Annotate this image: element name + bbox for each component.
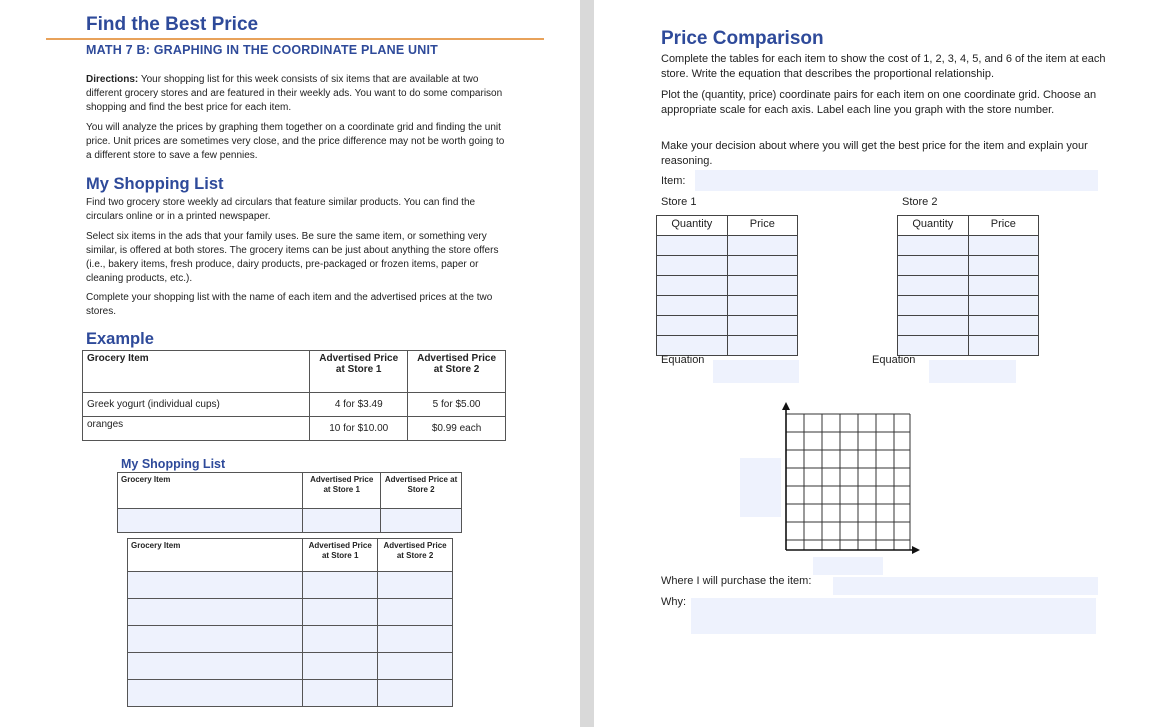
example-header-store1: Advertised Price at Store 1 [310,351,408,393]
list-header-store2: Advertised Price at Store 2 [378,539,453,572]
example-header-store2: Advertised Price at Store 2 [408,351,506,393]
quantity-header: Quantity [657,216,728,236]
price-header: Price [727,216,797,236]
price-input[interactable] [727,236,797,256]
table-row [657,296,798,316]
example-cell: 4 for $3.49 [310,393,408,417]
title-rule [46,38,544,40]
item-input[interactable] [128,599,303,626]
quantity-input[interactable] [657,296,728,316]
table-row [83,393,506,417]
store2-price-table [897,215,1039,356]
directions-paragraph [86,73,511,115]
price-input[interactable] [727,276,797,296]
store1-equation-label: Equation [661,354,705,366]
quantity-input[interactable] [898,256,969,276]
example-cell: oranges [83,417,310,441]
example-heading: Example [86,330,154,348]
store2-price-input[interactable] [378,680,453,707]
price-input[interactable] [968,336,1038,356]
my-shopping-list-heading: My Shopping List [121,457,226,471]
my-shopping-list-table [127,538,453,707]
table-row [128,680,453,707]
shopping-paragraph-3: Complete your shopping list with the name of each item and the advertised prices at the two stores. [86,292,493,317]
item-name-input[interactable] [695,170,1098,191]
store2-price-input[interactable] [378,599,453,626]
quantity-input[interactable] [657,256,728,276]
quantity-input[interactable] [898,296,969,316]
list-header-item: Grocery Item [128,539,303,572]
quantity-header: Quantity [898,216,969,236]
store2-price-input[interactable] [378,572,453,599]
table-row [657,256,798,276]
store1-price-table [656,215,798,356]
item-label: Item: [661,175,686,187]
example-cell: Greek yogurt (individual cups) [83,393,310,417]
directions-label: Directions: [86,74,139,85]
shopping-list-heading: My Shopping List [86,175,224,193]
price-input[interactable] [727,296,797,316]
shopping-paragraph-1: Find two grocery store weekly ad circulars that feature similar products. You can find the circulars online or in a printed newspaper. [86,197,476,222]
table-row [898,316,1039,336]
example-table [82,350,506,441]
price-comparison-title: Price Comparison [661,28,824,49]
price-input[interactable] [968,316,1038,336]
store1-price-input[interactable] [303,599,378,626]
table-row [118,509,462,533]
quantity-input[interactable] [657,236,728,256]
price-header: Price [968,216,1038,236]
table-row [128,626,453,653]
store2-price-input[interactable] [378,653,453,680]
table-row [657,316,798,336]
worksheet-page-right [594,0,1176,727]
example-cell: 5 for $5.00 [408,393,506,417]
price-input[interactable] [968,296,1038,316]
store2-price-input[interactable] [381,509,462,533]
item-input[interactable] [118,509,303,533]
example-header-item: Grocery Item [83,351,310,393]
unit-subtitle: MATH 7 B: GRAPHING IN THE COORDINATE PLANE UNIT [86,43,438,57]
list-header-item: Grocery Item [118,473,303,509]
store1-price-input[interactable] [303,653,378,680]
table-row [898,336,1039,356]
list-header-store1: Advertised Price at Store 1 [303,539,378,572]
x-axis-arrow-icon [912,546,920,554]
price-input[interactable] [727,256,797,276]
table-row [128,599,453,626]
store2-price-input[interactable] [378,626,453,653]
price-input[interactable] [968,276,1038,296]
price-input[interactable] [727,336,797,356]
table-row [898,296,1039,316]
price-input[interactable] [968,256,1038,276]
shopping-paragraph-2: Select six items in the ads that your family uses. Be sure the same item, or something very similar, is offered at both stores. The grocery items can be just about anything the store offers (i.e., bakery items, fresh produce, dairy products, pre-packaged or frozen items, paper or cleaning products, etc.). [86,231,499,284]
quantity-input[interactable] [657,276,728,296]
purchase-location-input[interactable] [833,577,1098,595]
coordinate-grid[interactable] [774,400,924,560]
instructions-paragraph-2: Plot the (quantity, price) coordinate pairs for each item on one coordinate grid. Choose an appropriate scale for each axis. Label each line you graph with the store number. [661,89,1097,116]
table-row [128,572,453,599]
table-row [898,276,1039,296]
table-row [657,236,798,256]
store2-equation-label: Equation [872,354,916,366]
store2-equation-input[interactable] [929,360,1016,383]
purchase-location-label: Where I will purchase the item: [661,575,812,587]
why-label: Why: [661,596,687,608]
item-input[interactable] [128,572,303,599]
table-row [657,336,798,356]
quantity-input[interactable] [898,336,969,356]
item-input[interactable] [128,680,303,707]
table-row [83,417,506,441]
store1-price-input[interactable] [303,509,381,533]
store2-label: Store 2 [902,196,938,208]
table-row [898,256,1039,276]
y-axis-arrow-icon [782,402,790,410]
quantity-input[interactable] [898,316,969,336]
item-input[interactable] [128,653,303,680]
instructions-paragraph-3: Make your decision about where you will get the best price for the item and explain your reasoning. [661,140,1088,167]
list-header-store2: Advertised Price at Store 2 [381,473,462,509]
directions-text: Your shopping list for this week consists of six items that are available at two different grocery stores and are featured in their weekly ads. You want to do some comparison shopping and find the best price for each item. [86,74,503,113]
reasoning-input[interactable] [691,598,1096,634]
instructions-paragraph-1: Complete the tables for each item to show the cost of 1, 2, 3, 4, 5, and 6 of the item at each store. Write the equation that describes the proportional relationship. [661,53,1106,80]
store1-label: Store 1 [661,196,697,208]
example-cell: 10 for $10.00 [310,417,408,441]
quantity-input[interactable] [898,236,969,256]
my-shopping-list-table-top [117,472,462,533]
store1-equation-input[interactable] [713,360,799,383]
table-row [657,276,798,296]
store1-price-input[interactable] [303,572,378,599]
price-input[interactable] [968,236,1038,256]
list-header-store1: Advertised Price at Store 1 [303,473,381,509]
example-cell: $0.99 each [408,417,506,441]
item-input[interactable] [128,626,303,653]
table-row [128,653,453,680]
price-input[interactable] [727,316,797,336]
quantity-input[interactable] [657,336,728,356]
quantity-input[interactable] [898,276,969,296]
analysis-paragraph: You will analyze the prices by graphing them together on a coordinate grid and finding the unit price. Unit prices are sometimes very close, and the price difference may not be worth going to a different store to save a few pennies. [86,122,505,161]
quantity-input[interactable] [657,316,728,336]
page-title: Find the Best Price [86,14,259,35]
store1-price-input[interactable] [303,626,378,653]
table-row [898,236,1039,256]
store1-price-input[interactable] [303,680,378,707]
worksheet-page-left [0,0,580,727]
